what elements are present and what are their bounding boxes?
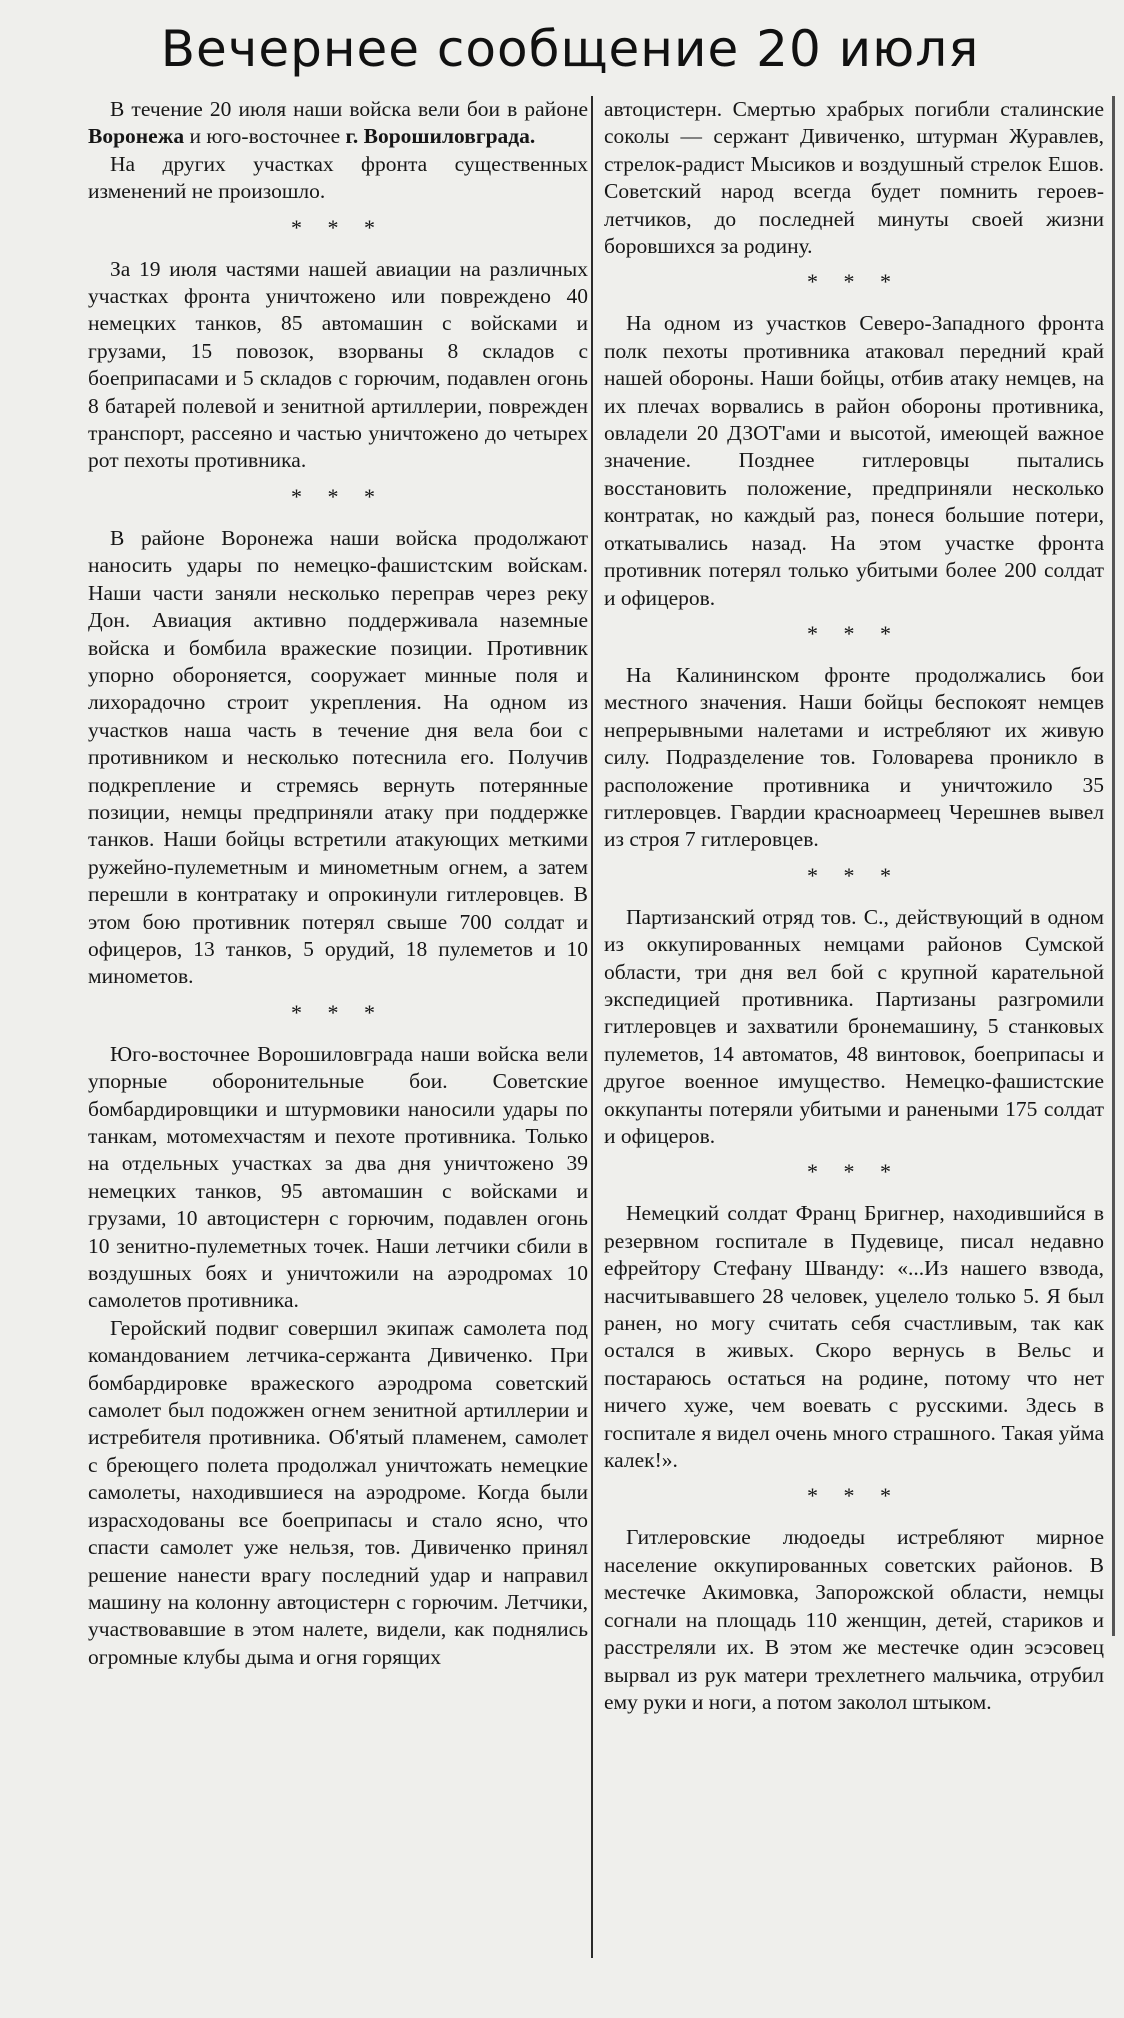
voroshilovgrad-paragraph: Юго-восточнее Ворошиловграда наши войска вели упорные оборонительные бои. Советские бомбардировщики и штурмовики наносили удары по танкам, мотомехчастям и пехоте противника. Только на отдельных участках за два дня уничтожено 39 немецких танков, 95 автомашин с войсками и грузами, 10 автоцистерн с горючим, подавлен огонь 10 зенитно-пулеметных точек. Наши летчики сбили в воздушных боях и уничтожили на аэродромах 10 самолетов противника. [88, 1041, 588, 1313]
separator: * * * [807, 620, 901, 646]
kalinin-front-paragraph: На Калининском фронте продолжались бои местного значения. Наши бойцы беспокоят немцев непрерывными налетами и истребляют их живую силу. Подразделение тов. Головарева проникло в расположение противника и уничтожило 35 гитлеровцев. Гвардии красноармеец Черешнев вывел из строя 7 гитлеровцев. [604, 662, 1104, 852]
atrocities-paragraph: Гитлеровские людоеды истребляют мирное население оккупированных советских районов. В местечке Акимовка, Запорожской области, немцы согнали на площадь 110 женщин, детей, стариков и расстреляли их. В этом же местечке один эсэсовец вырвал из рук матери трехлетнего мальчика, отрубил ему руки и ноги, а потом заколол штыком. [604, 1525, 1104, 1714]
partisans-paragraph: Партизанский отряд тов. С., действующий в одном из оккупированных немцами районов Сумской области, три дня вел бой с крупной карательной экспедицией противника. Партизаны разгромили гитлеровцев и захватили бронемашину, 5 станковых пулеметов, 14 автоматов, 48 винтовок, боеприпасы и другое военное имущество. Немецко-фашистские оккупанты потеряли убитыми и ранеными 175 солдат и офицеров. [604, 904, 1104, 1148]
intro-bold-voroshilovgrad: г. Ворошиловграда. [345, 124, 536, 149]
column-right [604, 96, 1104, 1716]
separator: * * * [291, 214, 385, 240]
intro-bold-voronezh: Воронежа [88, 124, 185, 149]
voronezh-paragraph: В районе Воронежа наши войска продолжают наносить удары по немецко-фашистским войскам. Наши части заняли несколько переправ через реку Дон. Авиация активно поддерживала наземные войска и бомбила вражеские позиции. Противник упорно обороняется, сооружает минные поля и лихорадочно строит укрепления. На одном из участков наша часть в течение дня вела бои с противником и несколько потеснила его. Получив подкрепление и стремясь вернуть потерянные позиции, немцы предприняли атаку при поддержке танков. Наши бойцы встретили атакующих меткими ружейно-пулеметным и минометным огнем, а затем перешли в контратаку и опрокинули гитлеровцев. В этом бою противник потерял свыше 700 солдат и офицеров, 13 танков, 5 орудий, 18 пулеметов и 10 минометов. [88, 525, 588, 989]
column-left [88, 96, 588, 1671]
headline: Вечернее сообщение 20 июля [160, 20, 980, 78]
page-edge-rule [1112, 96, 1115, 1636]
separator: * * * [807, 1159, 901, 1185]
intro-paragraph-2: На других участках фронта существенных изменений не произошло. [88, 151, 588, 204]
separator: * * * [291, 483, 385, 509]
aviation-paragraph: За 19 июля частями нашей авиации на различных участках фронта уничтожено или повреждено 40 немецких танков, 85 автомашин с войсками и грузами, 15 повозок, взорваны 8 складов с боеприпасами и 5 складов с горючим, подавлен огонь 8 батарей полевой и зенитной артиллерии, поврежден транспорт, рассеяно и частью уничтожено до четырех рот пехоты противника. [88, 256, 588, 473]
feat-paragraph: Геройский подвиг совершил экипаж самолета под командованием летчика-сержанта Дивиченко. При бомбардировке вражеского аэродрома советский самолет был подожжен огнем зенитной артиллерии и истребителя противника. Об'ятый пламенем, самолет с бреющего полета продолжал уничтожать немецкие самолеты, находившиеся на аэродроме. Когда были израсходованы все боеприпасы и стало ясно, что спасти самолет уже нельзя, тов. Дивиченко принял решение нанести врагу последний удар и направил машину на колонну автоцистерн с горючим. Летчики, участвовавшие в этом налете, видели, как поднялись огромные клубы дыма и огня горящих [88, 1315, 588, 1669]
column-rule [591, 96, 593, 1958]
letter-paragraph: Немецкий солдат Франц Бригнер, находившийся в резервном госпитале в Пудевице, писал недавно ефрейтору Стефану Шванду: «...Из нашего взвода, насчитывавшего 28 человек, уцелело только 5. Я был ранен, но могу считать себя счастливым, так как остался в живых. Скоро вернусь в Вельс и постараюсь остаться на родине, потому что нет ничего хуже, чем воевать с русскими. Здесь в госпитале я видел очень много страшного. Такая уйма калек!». [604, 1201, 1104, 1473]
intro-paragraph [88, 96, 588, 151]
separator: * * * [807, 1483, 901, 1509]
intro-lead: В течение 20 июля наши войска вели бои в районе [110, 97, 588, 121]
separator: * * * [807, 269, 901, 295]
feat-continuation-paragraph: автоцистерн. Смертью храбрых погибли сталинские соколы — сержант Дивиченко, штурман Журавлев, стрелок-радист Мысиков и воздушный стрелок Ешов. Советский народ всегда будет помнить героев-летчиков, до последней минуты своей жизни боровшихся за родину. [604, 97, 1104, 259]
separator: * * * [807, 862, 901, 888]
separator: * * * [291, 999, 385, 1025]
intro-mid: и юго-восточнее [184, 124, 346, 149]
northwest-front-paragraph: На одном из участков Северо-Западного фронта полк пехоты противника атаковал передний край нашей обороны. Наши бойцы, отбив атаку немцев, на их плечах ворвались в район обороны противника, овладели 20 ДЗОТ'ами и высотой, имеющей важное значение. Позднее гитлеровцы пытались восстановить положение, предприняли несколько контратак, но каждый раз, понеся большие потери, откатывались назад. На этом участке фронта противник потерял только убитыми более 200 солдат и офицеров. [604, 311, 1104, 610]
